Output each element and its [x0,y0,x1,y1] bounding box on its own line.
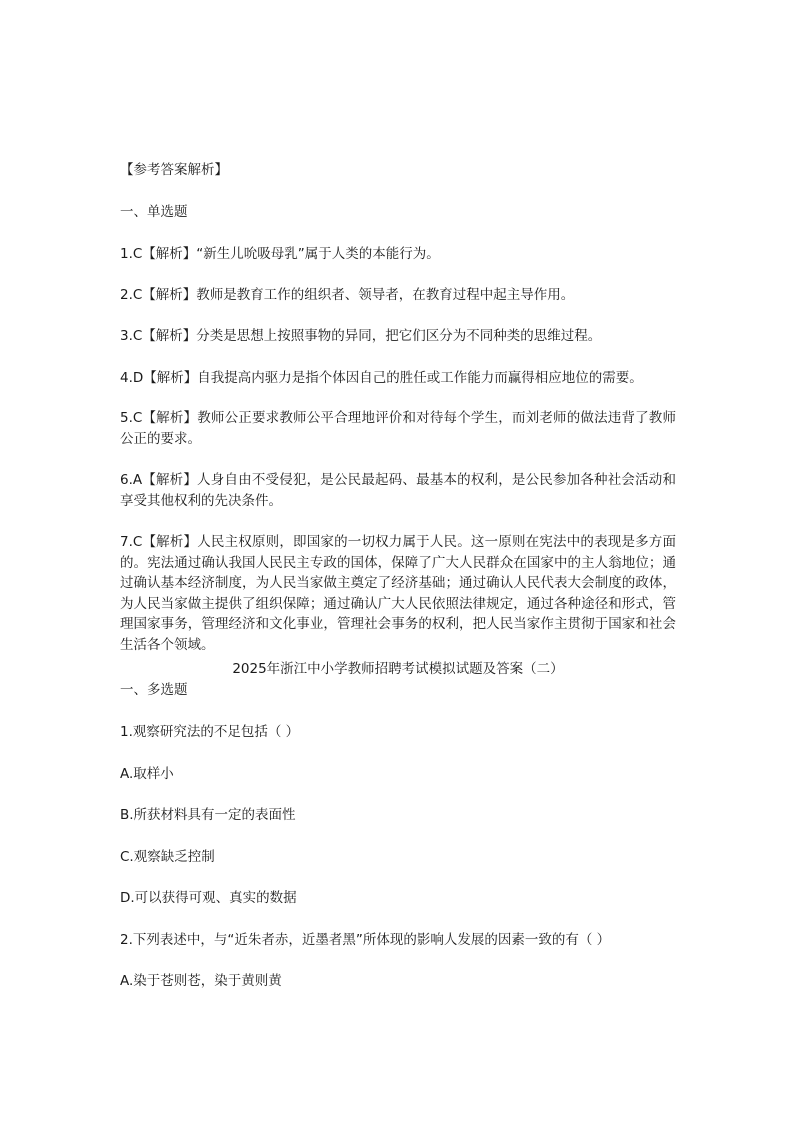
question-1-option-c: C.观察缺乏控制 [120,849,215,865]
question-2-stem: 2.下列表述中，与“近朱者赤，近墨者黑”所体现的影响人发展的因素一致的有（ ） [120,932,611,948]
single-choice-section-title: 一、单选题 [120,204,188,220]
answer-heading: 【参考答案解析】 [120,162,228,178]
question-1-option-d: D.可以获得可观、真实的数据 [120,890,297,906]
exam-title: 2025年浙江中小学教师招聘考试模拟试题及答案（二） [232,661,564,677]
question-1-stem: 1.观察研究法的不足包括（ ） [120,724,300,740]
answer-item-1: 1.C【解析】“新生儿吮吸母乳”属于人类的本能行为。 [120,246,440,262]
answer-item-4: 4.D【解析】自我提高内驱力是指个体因自己的胜任或工作能力而赢得相应地位的需要。 [120,370,643,386]
answer-item-7: 7.C【解析】人民主权原则，即国家的一切权力属于人民。这一原则在宪法中的表现是多方面的。宪法通过确认我国人民民主专政的国体，保障了广大人民群众在国家中的主人翁地位；通过确认基本经济制度，为人民当家做主奠定了经济基础；通过确认人民代表大会制度的政体，为人民当家做主提供了组织保障；通过确认广大人民依照法律规定，通过各种途径和形式，管理国家事务，管理经济和文化事业，管理社会事务的权利，把人民当家作主贯彻于国家和社会生活各个领域。 [120,534,676,653]
answer-item-2: 2.C【解析】教师是教育工作的组织者、领导者，在教育过程中起主导作用。 [120,287,575,303]
multiple-choice-section-title: 一、多选题 [120,682,188,698]
answer-item-5: 5.C【解析】教师公正要求教师公平合理地评价和对待每个学生，而刘老师的做法违背了教师公正的要求。 [120,410,676,447]
question-2-option-a: A.染于苍则苍，染于黄则黄 [120,973,282,989]
answer-item-3: 3.C【解析】分类是思想上按照事物的异同，把它们区分为不同种类的思维过程。 [120,328,602,344]
question-1-option-a: A.取样小 [120,766,174,782]
question-1-option-b: B.所获材料具有一定的表面性 [120,807,296,823]
answer-item-6: 6.A【解析】人身自由不受侵犯，是公民最起码、最基本的权利，是公民参加各种社会活动和享受其他权利的先决条件。 [120,472,676,509]
